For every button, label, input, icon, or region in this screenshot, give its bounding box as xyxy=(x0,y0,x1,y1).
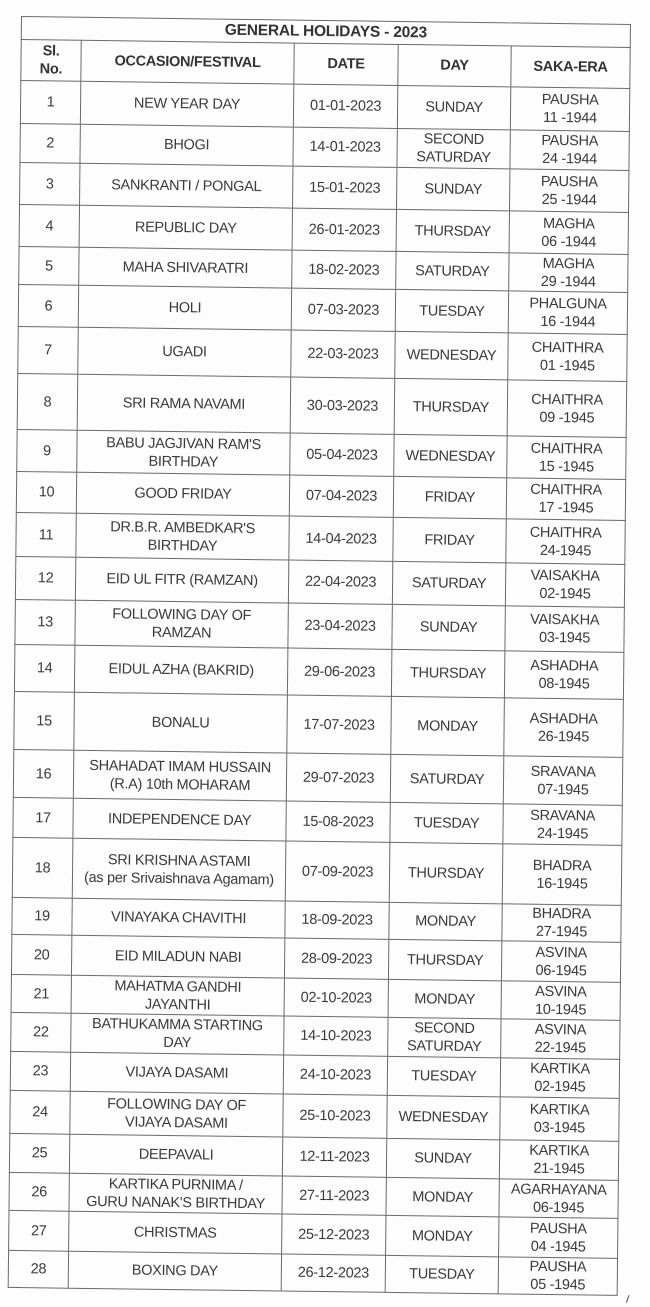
cell-occasion xyxy=(76,472,289,516)
cell-day xyxy=(390,802,503,843)
cell-day-line: SUNDAY xyxy=(414,1150,472,1167)
cell-occasion-line: REPUBLIC DAY xyxy=(134,219,237,237)
cell-date: 01-01-2023 xyxy=(293,84,397,128)
cell-day-line: THURSDAY xyxy=(414,222,492,240)
cell-day-line: SATURDAY xyxy=(409,770,485,788)
cell-day-line: FRIDAY xyxy=(424,531,475,549)
cell-saka-era-line: ASHADHA xyxy=(529,710,598,728)
cell-day xyxy=(388,979,501,1018)
cell-day-line: SUNDAY xyxy=(424,180,483,198)
cell-saka-era-line: 29 -1944 xyxy=(540,273,596,291)
cell-occasion xyxy=(71,935,284,978)
cell-saka-era-line: 06-1945 xyxy=(532,1199,585,1216)
cell-saka-era-line: PAUSHA xyxy=(540,173,598,191)
cell-occasion-line: DAY xyxy=(163,1034,192,1052)
cell-sl-no: 20 xyxy=(11,934,71,975)
cell-day xyxy=(388,939,501,980)
cell-date: 27-11-2023 xyxy=(282,1176,386,1215)
cell-day-line: THURSDAY xyxy=(406,951,484,969)
table-row xyxy=(13,749,623,805)
cell-day xyxy=(390,754,503,803)
cell-day-line: SATURDAY xyxy=(411,575,487,593)
cell-saka-era xyxy=(503,804,622,846)
cell-date: 14-01-2023 xyxy=(293,127,397,167)
cell-day-line: WEDNESDAY xyxy=(406,347,497,365)
cell-saka-era xyxy=(507,380,627,438)
cell-saka-era-line: 24-1945 xyxy=(536,825,589,842)
table-row xyxy=(15,599,624,652)
holiday-sheet xyxy=(21,16,630,1294)
header-sl-no xyxy=(21,40,81,82)
cell-day-line: THURSDAY xyxy=(412,398,490,416)
cell-sl-no: 1 xyxy=(20,81,80,125)
cell-occasion xyxy=(74,645,287,695)
cell-occasion-line: EID UL FITR (RAMZAN) xyxy=(106,571,258,590)
cell-saka-era-line: 08-1945 xyxy=(538,675,590,693)
cell-occasion xyxy=(75,600,288,648)
cell-occasion-line: (R.A) 10th MOHARAM xyxy=(109,775,251,794)
cell-saka-era-line: 24 -1944 xyxy=(542,150,598,168)
cell-day-line: WEDNESDAY xyxy=(398,1109,489,1127)
cell-day-line: THURSDAY xyxy=(407,864,485,882)
cell-occasion xyxy=(72,838,286,901)
header-sl-line2: No. xyxy=(39,61,63,78)
cell-occasion xyxy=(68,1251,281,1291)
cell-saka-era xyxy=(505,563,624,608)
cell-day-line: SATURDAY xyxy=(416,149,491,167)
cell-occasion-line: SANKRANTI / PONGAL xyxy=(111,176,262,195)
cell-sl-no: 22 xyxy=(11,1012,71,1052)
cell-saka-era-line: VAISAKHA xyxy=(530,567,600,585)
cell-date: 26-12-2023 xyxy=(281,1254,385,1292)
cell-saka-era-line: 24-1945 xyxy=(539,542,592,559)
header-saka-era: SAKA-ERA xyxy=(511,46,630,89)
cell-occasion xyxy=(80,81,293,127)
cell-day xyxy=(397,128,510,168)
cell-occasion-line: SRI RAMA NAVAMI xyxy=(122,394,246,413)
cell-saka-era-line: KARTIKA xyxy=(529,1142,590,1160)
cell-saka-era xyxy=(503,756,623,806)
cell-occasion-line: BATHUKAMMA STARTING xyxy=(91,1015,263,1035)
cell-occasion-line: EIDUL AZHA (BAKRID) xyxy=(108,661,254,680)
table-row xyxy=(16,512,625,564)
cell-occasion-line: INDEPENDENCE DAY xyxy=(107,810,252,829)
cell-day xyxy=(385,1255,498,1293)
cell-occasion xyxy=(75,557,288,603)
cell-sl-no: 17 xyxy=(13,797,73,838)
cell-saka-era-line: 26-1945 xyxy=(537,728,590,745)
cell-occasion-line: BONALU xyxy=(151,714,210,732)
cell-saka-era-line: VAISAKHA xyxy=(530,611,600,629)
cell-day-line: MONDAY xyxy=(411,1227,473,1245)
cell-saka-era-line: 10-1945 xyxy=(535,1001,587,1018)
cell-date: 15-08-2023 xyxy=(286,801,390,842)
cell-day-line: SECOND xyxy=(423,131,484,149)
cell-saka-era-line: 06-1945 xyxy=(535,962,587,979)
cell-occasion xyxy=(74,692,288,753)
cell-occasion-line: DEEPAVALI xyxy=(138,1146,214,1164)
cell-day-line: MONDAY xyxy=(412,1188,474,1206)
cell-saka-era-line: ASVINA xyxy=(535,983,587,1000)
cell-saka-era-line: KARTIKA xyxy=(530,1060,590,1078)
cell-date: 25-10-2023 xyxy=(283,1094,387,1138)
cell-saka-era-line: 15 -1945 xyxy=(538,458,594,476)
cell-saka-era xyxy=(504,698,624,758)
cell-saka-era-line: KARTIKA xyxy=(529,1101,590,1119)
cell-saka-era xyxy=(509,253,628,293)
holidays-table xyxy=(8,16,631,1296)
cell-sl-no: 24 xyxy=(10,1090,70,1134)
table-row xyxy=(14,691,624,757)
cell-day-line: SUNDAY xyxy=(425,99,483,117)
cell-saka-era xyxy=(501,1019,620,1060)
cell-sl-no: 28 xyxy=(8,1250,68,1288)
cell-date: 25-12-2023 xyxy=(282,1214,386,1255)
cell-day xyxy=(389,842,503,903)
cell-sl-no: 9 xyxy=(17,429,77,472)
cell-saka-era-line: AGARHAYANA xyxy=(510,1180,607,1199)
cell-date: 14-10-2023 xyxy=(284,1016,388,1056)
table-row xyxy=(18,326,627,381)
cell-occasion-line: BABU JAGJIVAN RAM'S xyxy=(106,434,261,453)
cell-saka-era-line: 21-1945 xyxy=(533,1160,585,1178)
table-row xyxy=(12,837,622,905)
cell-day-line: MONDAY xyxy=(414,990,476,1008)
cell-occasion-line: HOLI xyxy=(168,299,202,316)
cell-saka-era xyxy=(499,1217,618,1259)
cell-sl-no: 6 xyxy=(18,284,78,327)
cell-date: 18-02-2023 xyxy=(292,250,396,289)
cell-saka-era-line: ASHADHA xyxy=(530,657,599,675)
cell-date: 23-04-2023 xyxy=(288,603,392,649)
cell-sl-no: 13 xyxy=(15,599,75,645)
cell-occasion-line: SRI KRISHNA ASTAMI xyxy=(107,851,251,870)
cell-saka-era-line: 16 -1944 xyxy=(540,313,596,331)
cell-sl-no: 4 xyxy=(19,204,79,247)
cell-saka-era-line: 02-1945 xyxy=(534,1078,586,1096)
cell-date: 07-03-2023 xyxy=(291,288,395,331)
cell-saka-era-line: SRAVANA xyxy=(530,807,596,825)
cell-saka-era xyxy=(504,651,624,700)
cell-saka-era-line: 22-1945 xyxy=(534,1039,586,1057)
cell-occasion-line: FOLLOWING DAY OF xyxy=(107,1096,247,1115)
cell-occasion-line: SHAHADAT IMAM HUSSAIN xyxy=(89,757,272,776)
cell-occasion-line: BIRTHDAY xyxy=(148,453,219,471)
cell-occasion xyxy=(69,1173,282,1214)
cell-occasion xyxy=(70,1091,283,1137)
table-row xyxy=(14,644,623,699)
cell-saka-era-line: CHAITHRA xyxy=(531,339,604,357)
cell-saka-era-line: PAUSHA xyxy=(529,1220,587,1237)
cell-sl-no: 11 xyxy=(16,512,76,557)
cell-day-line: MONDAY xyxy=(417,717,479,735)
cell-sl-no: 21 xyxy=(11,974,71,1013)
cell-day xyxy=(387,1056,500,1096)
cell-occasion xyxy=(70,1052,283,1094)
cell-sl-no: 27 xyxy=(9,1210,69,1251)
cell-day xyxy=(397,85,510,129)
cell-occasion-line: KARTIKA PURNIMA / xyxy=(108,1175,243,1194)
cell-sl-no: 26 xyxy=(9,1172,69,1211)
cell-saka-era xyxy=(508,333,628,382)
cell-date: 28-09-2023 xyxy=(284,938,388,979)
cell-occasion-line: BIRTHDAY xyxy=(147,537,218,555)
cell-saka-era-line: 27-1945 xyxy=(535,923,588,941)
cell-saka-era-line: 16-1945 xyxy=(536,875,588,892)
cell-saka-era-line: 05 -1945 xyxy=(530,1276,586,1294)
cell-day-line: TUESDAY xyxy=(419,302,485,320)
cell-saka-era xyxy=(502,844,622,906)
cell-date: 12-11-2023 xyxy=(282,1137,386,1177)
cell-day xyxy=(388,1017,501,1057)
cell-date: 07-04-2023 xyxy=(289,475,393,517)
cell-day xyxy=(387,1095,500,1139)
cell-date: 07-09-2023 xyxy=(285,841,390,902)
cell-occasion-line: VIJAYA DASAMI xyxy=(124,1114,228,1132)
cell-day xyxy=(395,331,508,379)
scan-mark xyxy=(626,1295,635,1305)
cell-saka-era-line: 11 -1944 xyxy=(543,109,597,127)
cell-day-line: WEDNESDAY xyxy=(405,447,496,465)
cell-saka-era xyxy=(499,1140,618,1181)
cell-date: 05-04-2023 xyxy=(290,433,394,476)
cell-day-line: TUESDAY xyxy=(409,1266,475,1284)
cell-saka-era-line: CHAITHRA xyxy=(530,440,603,458)
table-body xyxy=(8,81,630,1296)
cell-day-line: SUNDAY xyxy=(419,619,478,637)
cell-saka-era-line: PAUSHA xyxy=(541,91,599,109)
cell-sl-no: 8 xyxy=(17,373,78,430)
cell-saka-era xyxy=(508,291,627,335)
cell-day xyxy=(389,902,502,940)
cell-occasion xyxy=(79,205,292,250)
cell-saka-era-line: 04 -1945 xyxy=(530,1238,586,1255)
cell-day-line: SATURDAY xyxy=(406,1038,482,1056)
cell-sl-no: 10 xyxy=(16,471,76,513)
cell-day-line: TUESDAY xyxy=(413,814,480,832)
header-sl-line1: Sl. xyxy=(42,43,60,60)
header-date: DATE xyxy=(294,43,398,85)
cell-day xyxy=(391,649,504,697)
table-title: GENERAL HOLIDAYS - 2023 xyxy=(21,17,630,48)
cell-occasion xyxy=(73,798,286,841)
cell-saka-era-line: 03-1945 xyxy=(538,629,591,647)
cell-occasion-line: MAHATMA GANDHI xyxy=(114,977,242,996)
cell-sl-no: 23 xyxy=(10,1051,70,1091)
cell-saka-era-line: 07-1945 xyxy=(537,781,589,798)
cell-occasion xyxy=(77,430,290,475)
cell-occasion-line: GOOD FRIDAY xyxy=(134,485,232,503)
cell-saka-era xyxy=(505,606,624,653)
cell-saka-era-line: 25 -1944 xyxy=(541,191,597,209)
cell-occasion xyxy=(76,513,289,560)
cell-saka-era-line: MAGHA xyxy=(542,255,595,273)
cell-day xyxy=(397,167,510,210)
table-row xyxy=(8,1250,617,1295)
cell-saka-era-line: CHAITHRA xyxy=(530,481,603,499)
cell-occasion xyxy=(71,975,284,1016)
cell-day xyxy=(391,696,505,755)
cell-sl-no: 16 xyxy=(13,749,73,798)
cell-saka-era xyxy=(498,1257,617,1296)
cell-day xyxy=(392,604,505,650)
cell-occasion xyxy=(73,750,286,801)
cell-saka-era xyxy=(506,519,625,565)
cell-sl-no: 3 xyxy=(20,162,80,205)
cell-day xyxy=(392,561,505,605)
cell-saka-era-line: PAUSHA xyxy=(529,1258,587,1276)
cell-day xyxy=(395,289,508,332)
cell-day xyxy=(386,1215,499,1256)
cell-occasion-line: (as per Srivaishnava Agamam) xyxy=(83,869,274,888)
cell-occasion-line: DR.B.R. AMBEDKAR'S xyxy=(110,518,256,537)
cell-day-line: FRIDAY xyxy=(424,489,476,506)
cell-saka-era xyxy=(502,904,621,943)
cell-saka-era-line: SRAVANA xyxy=(530,763,596,781)
cell-saka-era xyxy=(501,981,620,1021)
cell-saka-era xyxy=(506,478,625,521)
cell-occasion xyxy=(69,1134,282,1176)
cell-sl-no: 15 xyxy=(14,691,75,750)
cell-saka-era-line: 17 -1945 xyxy=(538,499,594,517)
cell-occasion-line: BHOGI xyxy=(163,136,210,154)
cell-date: 26-01-2023 xyxy=(292,208,396,251)
cell-day-line: SECOND xyxy=(414,1020,475,1037)
cell-date: 29-07-2023 xyxy=(286,753,390,802)
cell-occasion xyxy=(69,1211,282,1254)
cell-occasion xyxy=(72,898,285,938)
cell-saka-era xyxy=(500,1097,619,1142)
cell-date: 14-04-2023 xyxy=(289,516,393,561)
cell-day-line: MONDAY xyxy=(415,913,477,931)
header-day: DAY xyxy=(398,44,511,86)
cell-saka-era-line: BHADRA xyxy=(532,905,592,923)
cell-date: 22-03-2023 xyxy=(291,330,395,378)
cell-saka-era xyxy=(509,211,628,255)
cell-saka-era-line: CHAITHRA xyxy=(529,524,602,542)
cell-sl-no: 18 xyxy=(12,837,73,898)
cell-occasion-line: VIJAYA DASAMI xyxy=(125,1064,229,1082)
cell-date: 29-06-2023 xyxy=(287,648,391,696)
cell-occasion xyxy=(71,1013,284,1055)
cell-occasion-line: CHRISTMAS xyxy=(133,1224,217,1242)
cell-occasion xyxy=(77,374,291,433)
cell-day-line: THURSDAY xyxy=(409,665,487,683)
header-occasion: OCCASION/FESTIVAL xyxy=(81,40,294,84)
cell-occasion xyxy=(78,327,291,377)
cell-saka-era-line: MAGHA xyxy=(542,215,595,233)
cell-occasion xyxy=(78,285,291,330)
cell-saka-era-line: 03-1945 xyxy=(533,1119,586,1137)
cell-occasion-line: VINAYAKA CHAVITHI xyxy=(110,909,247,927)
cell-saka-era xyxy=(500,1058,619,1099)
cell-saka-era-line: ASVINA xyxy=(534,1021,587,1039)
cell-day xyxy=(393,517,506,562)
cell-saka-era-line: 09 -1945 xyxy=(539,409,595,427)
cell-occasion-line: UGADI xyxy=(162,343,207,361)
cell-saka-era-line: 06 -1944 xyxy=(541,233,597,251)
cell-saka-era xyxy=(501,941,620,983)
cell-occasion xyxy=(80,124,293,166)
cell-sl-no: 7 xyxy=(18,326,78,374)
cell-occasion-line: GURU NANAK'S BIRTHDAY xyxy=(86,1193,266,1212)
cell-day xyxy=(386,1138,499,1178)
cell-date: 22-04-2023 xyxy=(288,560,392,604)
cell-date: 17-07-2023 xyxy=(287,695,392,754)
cell-occasion-line: FOLLOWING DAY OF xyxy=(112,606,252,625)
cell-saka-era-line: PHALGUNA xyxy=(529,295,607,313)
cell-date: 02-10-2023 xyxy=(284,978,388,1017)
cell-date: 15-01-2023 xyxy=(293,166,397,209)
cell-sl-no: 12 xyxy=(15,556,75,600)
cell-saka-era-line: CHAITHRA xyxy=(531,391,603,409)
cell-saka-era xyxy=(509,169,628,213)
cell-saka-era xyxy=(510,130,629,171)
cell-day xyxy=(396,251,509,290)
cell-occasion-line: EID MILADUN NABI xyxy=(114,947,242,966)
cell-day xyxy=(393,476,506,518)
cell-sl-no: 19 xyxy=(12,897,72,935)
cell-occasion-line: BOXING DAY xyxy=(131,1262,219,1280)
table-row xyxy=(17,373,627,437)
cell-saka-era-line: PAUSHA xyxy=(541,132,599,150)
cell-day-line: SATURDAY xyxy=(415,262,490,280)
cell-day-line: TUESDAY xyxy=(411,1068,477,1086)
cell-occasion-line: NEW YEAR DAY xyxy=(133,95,241,113)
cell-occasion-line: JAYANTHI xyxy=(144,996,211,1014)
cell-saka-era-line: 02-1945 xyxy=(539,585,591,603)
cell-day xyxy=(386,1177,499,1216)
cell-day xyxy=(394,434,507,477)
cell-saka-era-line: 01 -1945 xyxy=(539,357,595,375)
cell-date: 18-09-2023 xyxy=(285,901,389,939)
cell-day xyxy=(396,209,509,252)
cell-occasion-line: RAMZAN xyxy=(151,624,212,642)
cell-saka-era-line: ASVINA xyxy=(535,944,588,961)
cell-saka-era xyxy=(510,87,629,132)
cell-saka-era xyxy=(499,1179,618,1219)
cell-sl-no: 14 xyxy=(14,644,74,692)
cell-sl-no: 25 xyxy=(9,1133,69,1173)
cell-occasion xyxy=(80,163,293,208)
cell-date: 30-03-2023 xyxy=(290,377,395,434)
cell-saka-era-line: BHADRA xyxy=(532,857,592,875)
cell-occasion xyxy=(79,247,292,288)
cell-date: 24-10-2023 xyxy=(283,1055,387,1095)
cell-occasion-line: MAHA SHIVARATRI xyxy=(122,258,249,277)
cell-saka-era xyxy=(507,436,626,480)
cell-day xyxy=(394,378,508,435)
cell-sl-no: 2 xyxy=(20,123,80,163)
cell-sl-no: 5 xyxy=(19,246,79,285)
